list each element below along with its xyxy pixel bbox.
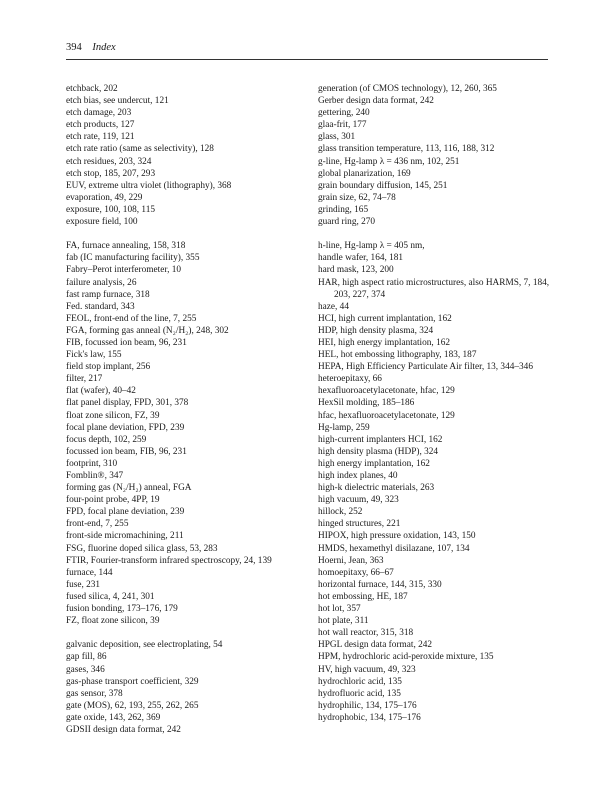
index-entry: Fick's law, 155 (66, 350, 122, 361)
index-entry: grinding, 165 (318, 204, 369, 215)
index-entry: gas-phase transport coefficient, 329 (66, 676, 199, 687)
index-entry: Hoerni, Jean, 363 (318, 555, 384, 566)
index-entry: FTIR, Fourier-transform infrared spectroscopy, 24, 139 (66, 555, 272, 566)
index-entry: HAR, high aspect ratio microstructures, also HARMS, 7, 184, 203, 227, 374 (318, 277, 550, 300)
index-column-left (66, 83, 292, 736)
header-rule (66, 59, 548, 60)
index-entry: flat (wafer), 40–42 (66, 386, 136, 397)
index-entry: homoepitaxy, 66–67 (318, 567, 394, 578)
index-entry: float zone silicon, FZ, 39 (66, 410, 160, 421)
index-entry: exposure, 100, 108, 115 (66, 204, 155, 215)
index-entry: hydrofluoric acid, 135 (318, 688, 401, 699)
index-entry: global planarization, 169 (318, 168, 411, 179)
index-entry: FGA, forming gas anneal (N₂/H₂), 248, 302 (66, 325, 229, 336)
index-entry: grain boundary diffusion, 145, 251 (318, 180, 448, 191)
index-entry: high index planes, 40 (318, 471, 398, 481)
index-entry: high-k dielectric materials, 263 (318, 483, 435, 494)
index-entry: flat panel display, FPD, 301, 378 (66, 398, 189, 409)
index-entry: etchback, 202 (66, 84, 118, 94)
letter-group-gap (66, 627, 292, 639)
index-entry: grain size, 62, 74–78 (318, 192, 396, 203)
index-entry: hexafluoroacetylacetonate, hfac, 129 (318, 386, 455, 397)
index-entry: HEI, high energy implantation, 162 (318, 337, 451, 348)
letter-group-gap (66, 228, 292, 240)
index-entry: focussed ion beam, FIB, 96, 231 (66, 446, 187, 457)
index-entry: evaporation, 49, 229 (66, 192, 143, 203)
index-entry: hillock, 252 (318, 507, 363, 518)
index-entry: fast ramp furnace, 318 (66, 289, 150, 300)
index-entry: fusion bonding, 173–176, 179 (66, 604, 178, 615)
index-entry: etch rate, 119, 121 (66, 132, 135, 143)
index-entry: FSG, fluorine doped silica glass, 53, 283 (66, 543, 218, 554)
index-entry: HexSil molding, 185–186 (318, 398, 415, 409)
index-entry: hfac, hexafluoroacetylacetonate, 129 (318, 410, 455, 421)
index-entry: Fed. standard, 343 (66, 301, 135, 312)
index-entry: field stop implant, 256 (66, 362, 151, 373)
index-entry: high density plasma (HDP), 324 (318, 446, 439, 457)
index-entry: forming gas (N₂/H₂) anneal, FGA (66, 483, 192, 494)
index-entry: horizontal furnace, 144, 315, 330 (318, 579, 442, 590)
index-entry: front-side micromachining, 211 (66, 531, 184, 542)
page-title: Index (92, 42, 116, 53)
index-entry: footprint, 310 (66, 458, 118, 469)
index-entry: hot plate, 311 (318, 616, 369, 627)
index-entry: hinged structures, 221 (318, 519, 401, 530)
index-entry: g-line, Hg-lamp λ = 436 nm, 102, 251 (318, 156, 460, 167)
index-entry: filter, 217 (66, 374, 103, 385)
index-entry: four-point probe, 4PP, 19 (66, 495, 160, 506)
index-entry: HPGL design data format, 242 (318, 640, 433, 651)
letter-group-gap (318, 228, 550, 240)
index-entry: gap fill, 86 (66, 652, 107, 663)
index-entry: gate (MOS), 62, 193, 255, 262, 265 (66, 700, 199, 711)
index-entry: exposure field, 100 (66, 217, 138, 228)
index-entry: HMDS, hexamethyl disilazane, 107, 134 (318, 543, 470, 554)
index-entry: fab (IC manufacturing facility), 355 (66, 253, 200, 264)
index-entry: high vacuum, 49, 323 (318, 495, 399, 506)
index-entry: generation (of CMOS technology), 12, 260, 365 (318, 84, 497, 94)
index-entry: hot lot, 357 (318, 604, 361, 615)
index-entry: heteroepitaxy, 66 (318, 374, 382, 385)
index-entry: FEOL, front-end of the line, 7, 255 (66, 313, 197, 324)
index-entry: etch residues, 203, 324 (66, 156, 152, 167)
index-entry: etch products, 127 (66, 120, 135, 131)
index-entry: hydrophilic, 134, 175–176 (318, 700, 417, 711)
index-entry: front-end, 7, 255 (66, 519, 129, 530)
running-header (66, 42, 548, 58)
index-entry: HV, high vacuum, 49, 323 (318, 664, 416, 675)
index-entry: galvanic deposition, see electroplating, 54 (66, 640, 223, 651)
index-entry: fuse, 231 (66, 579, 101, 590)
index-entry: furnace, 144 (66, 567, 113, 578)
index-entry: HDP, high density plasma, 324 (318, 325, 434, 336)
index-entry: EUV, extreme ultra violet (lithography), 368 (66, 180, 232, 191)
index-entry: HIPOX, high pressure oxidation, 143, 150 (318, 531, 476, 542)
index-entry: haze, 44 (318, 301, 349, 312)
index-entry: HPM, hydrochloric acid-peroxide mixture, 135 (318, 652, 494, 663)
index-entry: etch stop, 185, 207, 293 (66, 168, 156, 179)
index-entry: etch rate ratio (same as selectivity), 128 (66, 144, 214, 155)
index-entry: glass, 301 (318, 132, 356, 143)
index-entry: Gerber design data format, 242 (318, 96, 434, 107)
index-entry: hydrophobic, 134, 175–176 (318, 712, 421, 723)
index-entry: Fabry–Perot interferometer, 10 (66, 265, 182, 276)
index-entry: glass transition temperature, 113, 116, 188, 312 (318, 144, 495, 155)
index-entry: FPD, focal plane deviation, 239 (66, 507, 185, 518)
index-column-right (318, 83, 550, 724)
index-entry: HCI, high current implantation, 162 (318, 313, 452, 324)
index-entry: FA, furnace annealing, 158, 318 (66, 241, 186, 252)
index-entry: handle wafer, 164, 181 (318, 253, 404, 264)
index-entry: hot embossing, HE, 187 (318, 591, 408, 602)
index-entry: guard ring, 270 (318, 217, 376, 228)
index-entry: fused silica, 4, 241, 301 (66, 591, 155, 602)
index-entry: HEL, hot embossing lithography, 183, 187 (318, 350, 477, 361)
index-entry: gas sensor, 378 (66, 688, 123, 699)
index-entry: high-current implanters HCI, 162 (318, 434, 443, 445)
index-entry: GDSII design data format, 242 (66, 724, 181, 735)
index-entry: Fomblin®, 347 (66, 471, 124, 481)
page-number: 394 (66, 42, 82, 53)
index-entry: high energy implantation, 162 (318, 458, 430, 469)
index-entry: h-line, Hg-lamp λ = 405 nm, (318, 241, 425, 252)
index-entry: etch damage, 203 (66, 108, 132, 119)
index-entry: gases, 346 (66, 664, 105, 675)
index-entry: Hg-lamp, 259 (318, 422, 370, 433)
index-entry: failure analysis, 26 (66, 277, 137, 288)
index-entry: hydrochloric acid, 135 (318, 676, 402, 687)
index-entry: HEPA, High Efficiency Particulate Air filter, 13, 344–346 (318, 362, 533, 373)
index-entry: focal plane deviation, FPD, 239 (66, 422, 185, 433)
index-entry: gettering, 240 (318, 108, 370, 119)
index-entry: hot wall reactor, 315, 318 (318, 628, 414, 639)
index-entry: FIB, focussed ion beam, 96, 231 (66, 337, 187, 348)
index-entry: hard mask, 123, 200 (318, 265, 394, 276)
index-entry: glaa-frit, 177 (318, 120, 367, 131)
index-entry: etch bias, see undercut, 121 (66, 96, 169, 107)
index-entry: gate oxide, 143, 262, 369 (66, 712, 161, 723)
index-entry: focus depth, 102, 259 (66, 434, 147, 445)
index-entry: FZ, float zone silicon, 39 (66, 616, 160, 627)
